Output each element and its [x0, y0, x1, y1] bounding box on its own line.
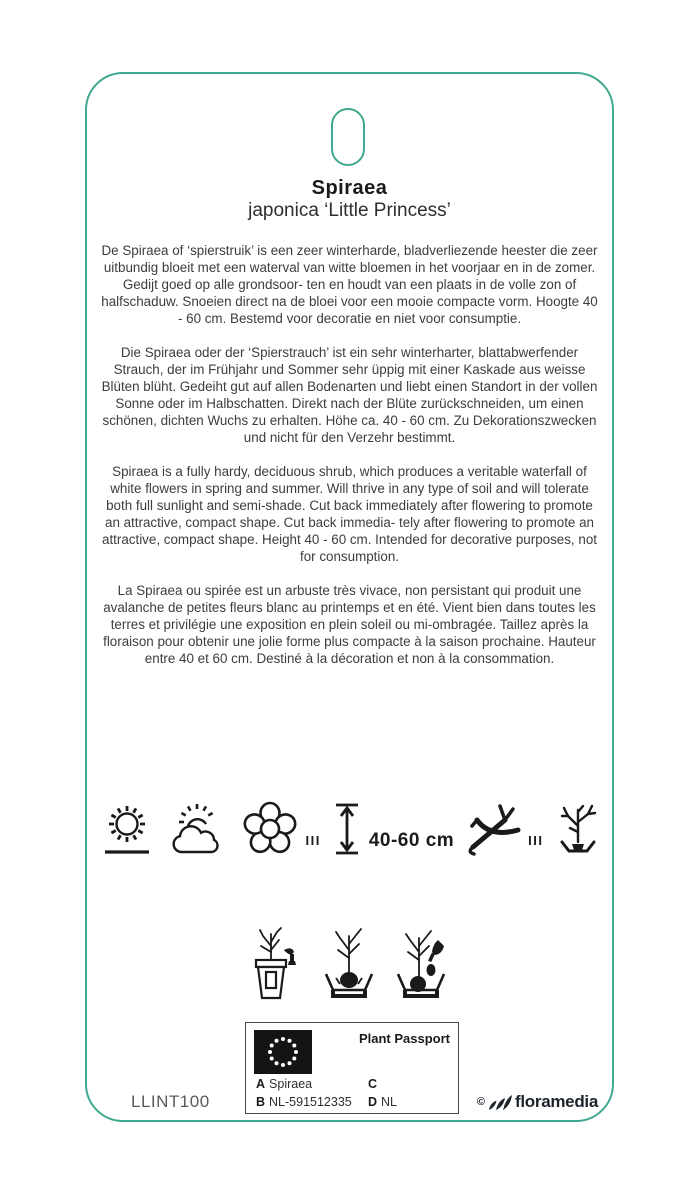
description-german: Die Spiraea oder der ‘Spierstrauch’ ist ein sehr winterharter, blattabwerfender Strauch, der im Frühjahr und Sommer sehr üppig mit einer Kaskade aus weisse Blüten blüht. Gedeiht gut auf allen Bodenarten und liebt einen Standort in der vollen Sonne oder im Halbschatten. Direkt nach der Blüte zurückschneiden, um einen schönen, dichten Wuchs zu erhalten. Höhe ca. 40 - 60 cm. Zu Dekorationszwecken und nicht für den Verzehr bestimmt. [101, 345, 598, 445]
passport-field-a [256, 1077, 312, 1091]
passport-field-b [256, 1095, 352, 1109]
plant-cultivar-subtitle: japonica ‘Little Princess’ [248, 200, 451, 221]
plant-label-card [85, 72, 614, 1122]
product-code: LLINT100 [131, 1092, 210, 1111]
passport-field-c [368, 1077, 381, 1091]
height-arrow-icon [333, 800, 361, 858]
passport-value-b: NL-591512335 [269, 1095, 352, 1109]
passport-value-d: NL [381, 1095, 398, 1109]
pruning-months-marker: III [528, 833, 544, 848]
floramedia-leaf-icon [488, 1093, 512, 1111]
care-icon-row [87, 800, 612, 858]
description-english: Spiraea is a fully hardy, deciduous shrub, which produces a veritable waterfall of white flowers in spring and summer. Will thrive in any type of soil and will tolerate both full sunlight and semi-shade. Cut back immediately after flowering to promote an attractive, compact shape. Cut back immedia- tely after flowering to promote an attractive, compact shape. Height 40 - 60 cm. Intended for decorative purposes, not for consumption. [102, 464, 597, 564]
flower-icon [241, 800, 299, 858]
planting-instruction-row [87, 924, 612, 1006]
plant-genus-title: Spiraea [311, 177, 388, 199]
shrub-icon [556, 800, 600, 858]
pot-watering-icon [246, 924, 304, 1006]
description-french: La Spiraea ou spirée est un arbuste très vivace, non persistant qui produit une avalanche de petites fleurs blanc au printemps et en été. Vient bien dans toutes les terres et privilégie une exposition en plein soleil ou mi-ombragée. Taillez après la floraison pour obtenir une jolie forme plus compacte à la saison prochaine. Hauteur entre 40 et 60 cm. Destiné à la décoration et non à la consommation. [103, 583, 596, 666]
floramedia-logo [477, 1092, 598, 1112]
hang-hole [331, 108, 365, 166]
partial-shade-icon [167, 800, 229, 858]
description-block [87, 242, 612, 684]
passport-label-d: D [368, 1095, 378, 1109]
passport-field-d [368, 1095, 397, 1109]
plant-passport-box [245, 1022, 459, 1114]
brand-name: floramedia [515, 1092, 598, 1111]
pruning-shears-icon [466, 800, 522, 858]
eu-flag [254, 1030, 312, 1074]
full-sun-icon [99, 800, 155, 858]
flowering-months-marker: III [305, 833, 321, 848]
rootball-in-hole-icon [320, 924, 378, 1006]
passport-label-b: B [256, 1095, 266, 1109]
passport-title: Plant Passport [358, 1031, 450, 1046]
copyright-symbol: © [476, 1096, 486, 1108]
passport-label-c: C [368, 1077, 378, 1091]
description-dutch: De Spiraea of ‘spierstruik’ is een zeer winterharde, bladverliezende heester die zeer uitbundig bloeit met een waterval van witte bloemen in het voorjaar en in de zomer. Gedijt goed op alle grondsoor- ten en houdt van een plaats in de volle zon of halfschaduw. Snoeien direct na de bloei voor een mooie compacte vorm. Hoogte 40 - 60 cm. Bestemd voor decoratie en niet voor consumptie. [101, 243, 598, 326]
backfill-trowel-icon [394, 924, 454, 1006]
passport-label-a: A [256, 1077, 266, 1091]
passport-value-a: Spiraea [269, 1077, 313, 1091]
height-range-label: 40-60 cm [368, 830, 455, 851]
